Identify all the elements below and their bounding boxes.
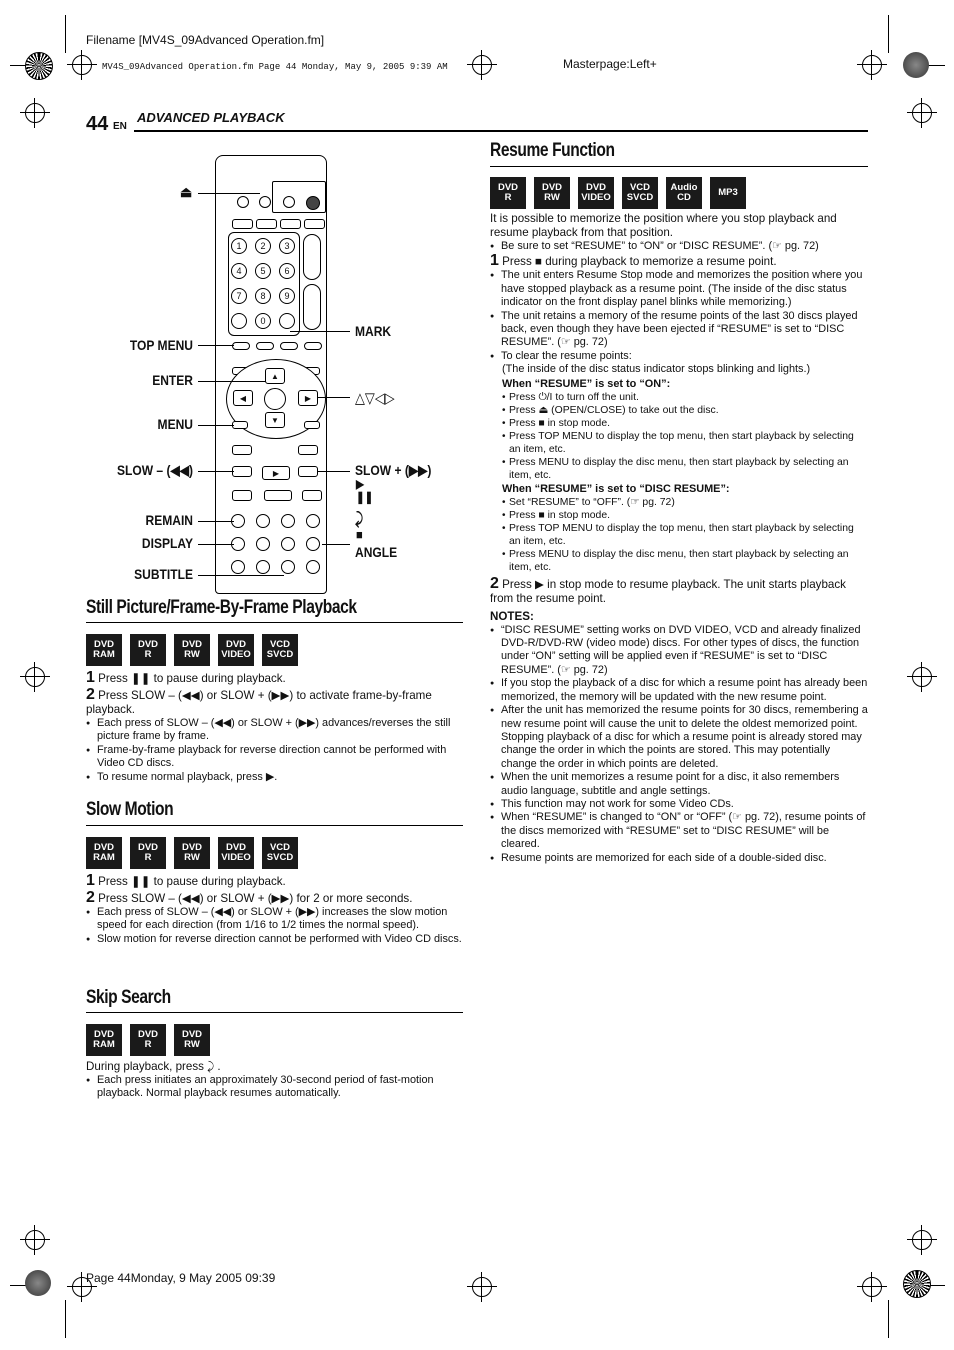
- leader-line: [198, 425, 234, 426]
- key-5: 5: [255, 263, 271, 279]
- list-item: ● The unit retains a memory of the resume points of the last 30 discs played back, even though they have been ejected if “RESUME” is set to “DISC RESUME”. (☞ pg. 72): [490, 310, 868, 350]
- dvd-rw-badge: DVD RW: [174, 1024, 210, 1056]
- eject-btn: [259, 196, 271, 208]
- registration-burst-icon: [903, 1270, 931, 1298]
- skip-body: [86, 1060, 463, 1101]
- enter-btn: [264, 388, 286, 410]
- arrows-label: △▽◁▷: [355, 390, 395, 407]
- on-heading: When “RESUME” is set to “ON”:: [502, 377, 671, 390]
- leader-line: [198, 381, 266, 382]
- list-item: • Press ■ in stop mode.: [502, 509, 868, 522]
- dvd-ram-badge: DVD RAM: [86, 837, 122, 869]
- enter-label: ENTER: [152, 372, 193, 388]
- stop-icon: ■: [356, 527, 363, 542]
- dvd-r-badge: DVD R: [130, 634, 166, 666]
- mark-btn: [279, 313, 295, 329]
- slow-heading: Slow Motion: [86, 799, 174, 820]
- display-label: DISPLAY: [141, 535, 193, 551]
- list-item: ● When the unit memorizes a resume point for a disc, it also remembers audio language, subtitle and angle settings.: [490, 771, 868, 798]
- down-btn: ▼: [265, 412, 285, 428]
- skip-btn: [306, 514, 320, 528]
- dvd-r-badge: DVD R: [130, 1024, 166, 1056]
- resume-intro: It is possible to memorize the position where you stop playback and resume playback from that position.: [490, 212, 837, 239]
- menu-label: MENU: [157, 416, 193, 432]
- list-item: • Press ■ in stop mode.: [502, 417, 868, 430]
- page-number: 44: [86, 113, 109, 135]
- registration-mark-icon: [472, 55, 492, 75]
- resume-heading: Resume Function: [490, 140, 615, 161]
- play-icon: ▶: [356, 477, 364, 491]
- list-item: ● Each press initiates an approximately 30-second period of fast-motion playback. Normal playback resumes automatically.: [86, 1074, 463, 1101]
- remote-btn: [232, 219, 253, 229]
- remote-btn: [232, 342, 250, 350]
- step-2: 2 Press SLOW – (◀◀) or SLOW + (▶▶) to activate frame-by-frame playback.: [86, 686, 432, 716]
- leader-line: [322, 544, 350, 545]
- still-badges: [86, 634, 298, 666]
- step-1: 1 Press ■ during playback to memorize a resume point.: [490, 252, 777, 270]
- list-item: ● Resume points are memorized for each side of a double-sided disc.: [490, 852, 868, 865]
- leader-line: [198, 193, 260, 194]
- subtitle-btn: [281, 537, 295, 551]
- section-rule: [86, 1012, 463, 1013]
- skip-badges: [86, 1024, 210, 1056]
- registration-burst-icon: [25, 52, 53, 80]
- leader-line: [198, 544, 234, 545]
- remote-btn: [256, 537, 270, 551]
- registration-mark-icon: [912, 103, 932, 123]
- dvd-r-badge: DVD R: [490, 177, 526, 209]
- leader-line: [198, 471, 234, 472]
- play-btn: ▶: [262, 466, 290, 480]
- remote-btn: [306, 560, 320, 574]
- list-item: ● After the unit has memorized the resume points for 30 discs, remembering a new resume point will cause the unit to delete the oldest memorized point. Stopping playback of a disc for which a resume point is already stored may change the order in which the points are stored. This may potentially change the order in which points are deleted.: [490, 704, 868, 771]
- list-item: • Press TOP MENU to display the top menu, then start playback by selecting an item, etc.: [502, 430, 868, 456]
- next-btn: [298, 445, 318, 455]
- key-0: 0: [255, 313, 271, 329]
- section-title: ADVANCED PLAYBACK: [137, 110, 285, 125]
- list-item: ● To clear the resume points:: [490, 350, 868, 363]
- key-2: 2: [255, 238, 271, 254]
- slow-plus-label: SLOW + (▶▶): [355, 462, 432, 478]
- list-item: • Press ⏻/I to turn off the unit.: [502, 391, 868, 404]
- registration-mark-icon: [472, 1277, 492, 1297]
- leader-line: [318, 471, 350, 472]
- step-2: 2 Press SLOW – (◀◀) or SLOW + (▶▶) for 2 or more seconds.: [86, 889, 413, 906]
- section-rule: [490, 166, 868, 167]
- channel-rocker: [303, 234, 321, 280]
- angle-label: ANGLE: [355, 544, 398, 560]
- remote-btn: [281, 514, 295, 528]
- list-item: ● When “RESUME” is changed to “ON” or “OFF” (☞ pg. 72), resume points of the discs memorized with “RESUME” set to “DISC RESUME” will be cleared.: [490, 811, 868, 851]
- list-item: ● Each press of SLOW – (◀◀) or SLOW + (▶▶) increases the slow motion speed for each direction (from 1/16 to 1/2 times the normal speed).: [86, 906, 463, 933]
- list-item: ● “DISC RESUME” setting works on DVD VIDEO, VCD and already finalized DVD-R/DVD-RW (video mode) discs. For other types of discs, the function under “ON” setting will be applied even if “RESUME” is set to “DISC RESUME”. (☞ pg. 72): [490, 624, 868, 678]
- mark-label: MARK: [355, 323, 392, 339]
- list-item: ● If you stop the playback of a disc for which a resume point has already been memorized, the memory will be updated with the new resume point.: [490, 677, 868, 704]
- remote-btn: [256, 514, 270, 528]
- remote-btn: [283, 196, 295, 208]
- list-item: • Set “RESUME” to “OFF”. (☞ pg. 72): [502, 496, 868, 509]
- key-blank: [231, 313, 247, 329]
- top-menu-label: TOP MENU: [129, 337, 193, 353]
- registration-mark-icon: [862, 55, 882, 75]
- registration-mark-icon: [862, 1277, 882, 1297]
- pause-icon: ❚❚: [356, 490, 374, 504]
- slow-minus-btn: [232, 466, 252, 477]
- header-rule: [134, 130, 868, 132]
- section-rule: [86, 622, 463, 623]
- remote-btn: [280, 219, 301, 229]
- dvd-ram-badge: DVD RAM: [86, 1024, 122, 1056]
- key-9: 9: [279, 288, 295, 304]
- clear-note: (The inside of the disc status indicator stops blinking and lights.): [502, 363, 811, 376]
- notes-heading: NOTES:: [490, 609, 534, 623]
- list-item: • Press MENU to display the disc menu, then start playback by selecting an item, etc.: [502, 456, 868, 482]
- registration-mark-icon: [25, 103, 45, 123]
- crop-mark: [65, 1300, 66, 1338]
- eject-label: ⏏: [180, 184, 193, 201]
- slow-body: [86, 874, 463, 946]
- list-item: • Press MENU to display the disc menu, then start playback by selecting an item, etc.: [502, 548, 868, 574]
- still-body: [86, 671, 463, 784]
- masterpage: Masterpage:Left+: [563, 57, 657, 71]
- dvd-r-badge: DVD R: [130, 837, 166, 869]
- slow-plus-btn: [298, 466, 318, 477]
- key-6: 6: [279, 263, 295, 279]
- disc-heading: When “RESUME” is set to “DISC RESUME”:: [502, 482, 730, 495]
- remote-btn: [304, 421, 320, 429]
- dvd-rw-badge: DVD RW: [174, 634, 210, 666]
- list-item: ● Slow motion for reverse direction cannot be performed with Video CD discs.: [86, 933, 463, 946]
- remote-btn: [256, 342, 274, 350]
- dvd-video-badge: DVD VIDEO: [218, 837, 254, 869]
- dvd-rw-badge: DVD RW: [534, 177, 570, 209]
- page-info: MV4S_09Advanced Operation.fm Page 44 Monday, May 9, 2005 9:39 AM: [102, 62, 448, 72]
- key-1: 1: [231, 238, 247, 254]
- key-7: 7: [231, 288, 247, 304]
- leader-line: [198, 345, 234, 346]
- list-item: ● The unit enters Resume Stop mode and memorizes the position where you have stopped playback as a resume point. (The inside of the disc status indicator on the front display panel blinks while memorizing.): [490, 269, 868, 309]
- resume-badges: [490, 177, 746, 209]
- resume-body: [490, 212, 868, 865]
- remote-btn: [304, 219, 325, 229]
- step-1: 1 Press ❚❚ to pause during playback.: [86, 669, 286, 686]
- registration-dot-icon: [25, 1270, 51, 1296]
- remote-btn: [304, 342, 322, 350]
- registration-mark-icon: [912, 667, 932, 687]
- audio-cd-badge: Audio CD: [666, 177, 702, 209]
- left-btn: ◀: [233, 390, 253, 406]
- registration-dot-icon: [903, 52, 929, 78]
- subtitle-label: SUBTITLE: [134, 566, 193, 582]
- leader-line: [198, 575, 284, 576]
- mp3-badge: MP3: [710, 177, 746, 209]
- list-item: • Press ⏏ (OPEN/CLOSE) to take out the disc.: [502, 404, 868, 417]
- registration-mark-icon: [25, 1230, 45, 1250]
- still-heading: Still Picture/Frame-By-Frame Playback: [86, 597, 357, 618]
- crop-mark: [65, 15, 66, 53]
- vcd-svcd-badge: VCD SVCD: [262, 837, 298, 869]
- skip-heading: Skip Search: [86, 987, 171, 1008]
- vcd-svcd-badge: VCD SVCD: [622, 177, 658, 209]
- skip-icon: ⤸: [355, 511, 364, 528]
- registration-mark-icon: [912, 1230, 932, 1250]
- filename: Filename [MV4S_09Advanced Operation.fm]: [86, 33, 325, 47]
- key-4: 4: [231, 263, 247, 279]
- leader-line: [290, 331, 350, 332]
- dvd-video-badge: DVD VIDEO: [578, 177, 614, 209]
- key-8: 8: [255, 288, 271, 304]
- language-tag: EN: [113, 121, 127, 132]
- power-btn: [306, 196, 320, 210]
- list-item: ● To resume normal playback, press ▶.: [86, 771, 463, 784]
- section-rule: [86, 825, 463, 826]
- dvd-video-badge: DVD VIDEO: [218, 634, 254, 666]
- footer-text: Page 44Monday, 9 May 2005 09:39: [86, 1271, 276, 1285]
- leader-line: [318, 397, 350, 398]
- remote-btn: [256, 219, 277, 229]
- remote-btn: [232, 490, 252, 501]
- step-2: 2 Press ▶ in stop mode to resume playback. The unit starts playback from the resume point.: [490, 574, 846, 605]
- prev-btn: [232, 445, 252, 455]
- skip-intro: During playback, press ⤸ .: [86, 1060, 221, 1073]
- step-1: 1 Press ❚❚ to pause during playback.: [86, 872, 286, 889]
- remain-label: REMAIN: [145, 512, 193, 528]
- leader-line: [198, 521, 234, 522]
- slow-minus-label: SLOW – (◀◀): [116, 462, 193, 478]
- list-item: ● Frame-by-frame playback for reverse direction cannot be performed with Video CD discs.: [86, 744, 463, 771]
- crop-mark: [888, 1300, 889, 1338]
- remote-btn: [256, 560, 270, 574]
- registration-mark-icon: [72, 55, 92, 75]
- menu-btn: [232, 421, 248, 429]
- crop-mark: [888, 15, 889, 53]
- remote-btn: [237, 196, 249, 208]
- remote-btn: [280, 342, 298, 350]
- remote-btn: [281, 560, 295, 574]
- stop-btn: [264, 490, 292, 501]
- key-3: 3: [279, 238, 295, 254]
- remote-btn: [231, 560, 245, 574]
- dvd-rw-badge: DVD RW: [174, 837, 210, 869]
- list-item: • Press TOP MENU to display the top menu, then start playback by selecting an item, etc.: [502, 522, 868, 548]
- angle-btn: [306, 537, 320, 551]
- slow-badges: [86, 837, 298, 869]
- list-item: ● Each press of SLOW – (◀◀) or SLOW + (▶▶) advances/reverses the still picture frame by frame.: [86, 717, 463, 744]
- registration-mark-icon: [25, 667, 45, 687]
- list-item: ● Be sure to set “RESUME” to “ON” or “DISC RESUME”. (☞ pg. 72): [490, 240, 868, 253]
- up-btn: ▲: [265, 368, 285, 384]
- volume-rocker: [303, 284, 321, 330]
- right-btn: ▶: [298, 390, 318, 406]
- list-item: ● This function may not work for some Video CDs.: [490, 798, 868, 811]
- vcd-svcd-badge: VCD SVCD: [262, 634, 298, 666]
- dvd-ram-badge: DVD RAM: [86, 634, 122, 666]
- pause-btn: [302, 490, 322, 501]
